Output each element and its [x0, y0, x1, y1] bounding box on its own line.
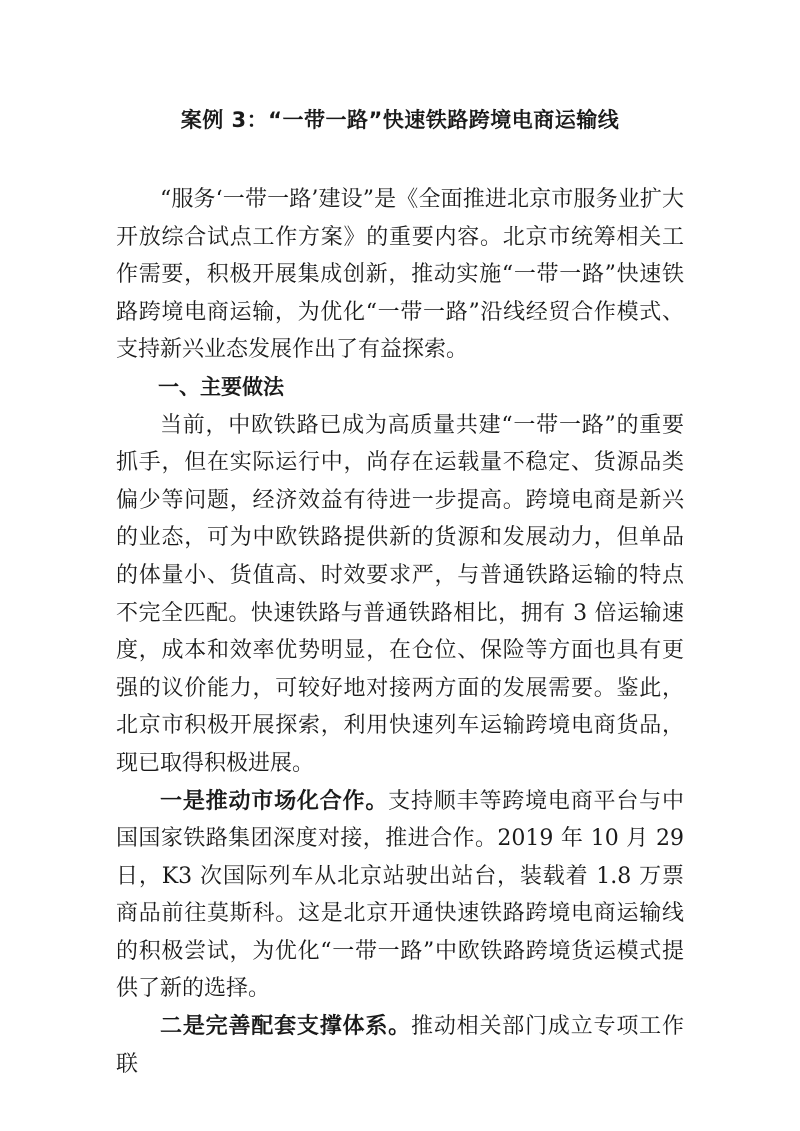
point-one-paragraph: [116, 783, 684, 1009]
document-body: [116, 181, 684, 1083]
intro-paragraph: “服务‘一带一路’建设”是《全面推进北京市服务业扩大开放综合试点工作方案》的重要内容。北京市统筹相关工作需要，积极开展集成创新，推动实施“一带一路”快速铁路跨境电商运输，为优化“一带一路”沿线经贸合作模式、支持新兴业态发展作出了有益探索。: [116, 187, 684, 363]
section-heading: 一、主要做法: [158, 374, 284, 399]
point-one-lead: 一是推动市场化合作。: [160, 788, 389, 814]
document-title: 案例 3：“一带一路”快速铁路跨境电商运输线: [180, 108, 620, 132]
point-two-lead: 二是完善配套支撑体系。: [160, 1014, 411, 1040]
point-two-paragraph: [116, 1008, 684, 1083]
background-paragraph: 当前，中欧铁路已成为高质量共建“一带一路”的重要抓手，但在实际运行中，尚存在运载量不稳定、货源品类偏少等问题，经济效益有待进一步提高。跨境电商是新兴的业态，可为中欧铁路提供新的货源和发展动力，但单品的体量小、货值高、时效要求严，与普通铁路运输的特点不完全匹配。快速铁路与普通铁路相比，拥有 3 倍运输速度，成本和效率优势明显，在仓位、保险等方面也具有更强的议价能力，可较好地对接两方面的发展需要。鉴此，北京市积极开展探索，利用快速列车运输跨境电商货品，现已取得积极进展。: [116, 412, 684, 776]
point-two-text: 推动相关部门成立专项工作联: [116, 1014, 684, 1077]
point-one-text: 支持顺丰等跨境电商平台与中国国家铁路集团深度对接，推进合作。2019 年 10 月 29 日，K3 次国际列车从北京站驶出站台，装载着 1.8 万票商品前往莫斯科。这是北京开通快速铁路跨境电商运输线的积极尝试，为优化“一带一路”中欧铁路跨境货运模式提供了新的选择。: [116, 788, 684, 1002]
